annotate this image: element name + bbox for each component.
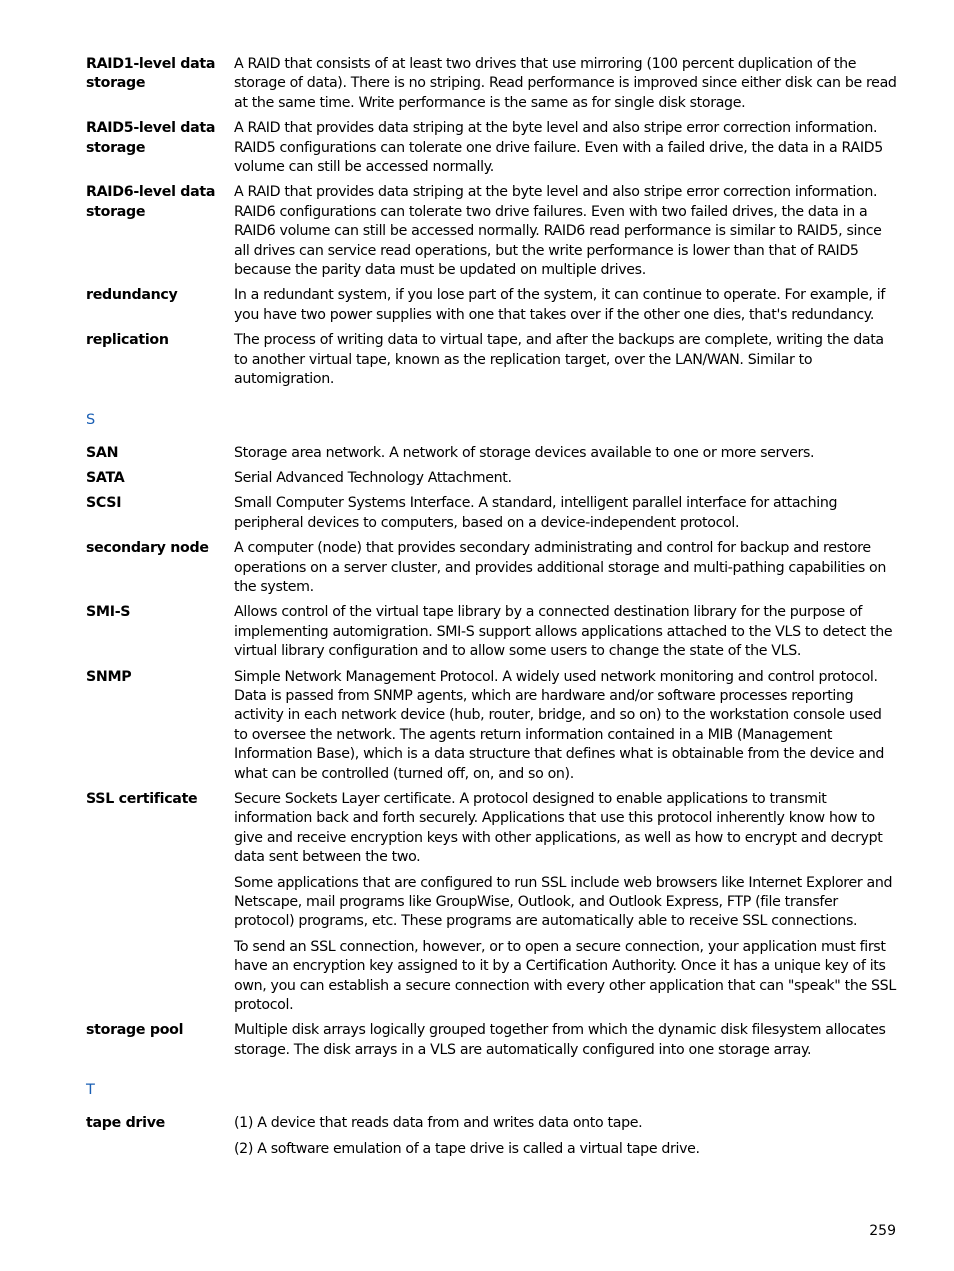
glossary-entry	[86, 286, 898, 325]
glossary-entry	[86, 331, 898, 389]
definition-paragraph: Serial Advanced Technology Attachment.	[234, 469, 512, 486]
glossary-term: RAID6-level data storage	[86, 184, 216, 220]
glossary-entry	[86, 603, 898, 661]
definition-paragraph: In a redundant system, if you lose part of the system, it can continue to operate. For example, if you have two power supplies with one that takes over if the other one dies, that's redundancy.	[234, 287, 885, 323]
glossary-section	[86, 55, 898, 390]
glossary-term: SSL certificate	[86, 791, 198, 807]
glossary-term: SMI-S	[86, 604, 131, 621]
glossary-term: redundancy	[86, 287, 178, 304]
definition-paragraph: Simple Network Management Protocol. A widely used network monitoring and control protocol. Data is passed from SNMP agents, which are hardware and/or software processes reporting activity in each network device (hub, router, bridge, and so on) to the workstation console used to oversee the network. The agents return information contained in a MIB (Management Information Base), which is a data structure that defines what is obtainable from the device and what can be controlled (turned off, on, and so on).	[234, 668, 885, 782]
glossary-page	[86, 55, 898, 1165]
glossary-term: storage pool	[86, 1022, 184, 1039]
glossary-entry	[86, 55, 898, 113]
definition-paragraph: A RAID that provides data striping at the byte level and also stripe error correction information. RAID6 configurations can tolerate two drive failures. Even with two failed drives, the data in a RAID6 volume can still be accessed normally. RAID6 read performance is similar to RAID5, since all drives can service read operations, but the write performance is lower than that of RAID5 because the parity data must be updated on multiple drives.	[234, 184, 882, 279]
definition-paragraph: Secure Sockets Layer certificate. A protocol designed to enable applications to transmit information back and forth securely. Applications that use this protocol inherently know how to give and receive encryption keys with other applications, as well as how to encrypt and decrypt data sent between the two.	[234, 791, 883, 866]
definition-paragraph: The process of writing data to virtual tape, and after the backups are complete, writing the data to another virtual tape, known as the replication target, over the LAN/WAN. Similar to automigration.	[234, 332, 884, 388]
glossary-definition	[234, 183, 898, 280]
definition-paragraph: (2) A software emulation of a tape drive is called a virtual tape drive.	[234, 1140, 700, 1157]
glossary-section	[86, 1080, 898, 1159]
glossary-definition	[234, 55, 898, 113]
glossary-definition	[234, 603, 898, 661]
glossary-definition	[234, 331, 898, 389]
glossary-definition	[234, 1021, 898, 1060]
glossary-definition	[234, 494, 898, 533]
glossary-entry	[86, 469, 898, 488]
definition-paragraph: Multiple disk arrays logically grouped together from which the dynamic disk filesystem allocates storage. The disk arrays in a VLS are automatically configured into one storage array.	[234, 1022, 886, 1058]
glossary-definition	[234, 469, 898, 488]
glossary-entry	[86, 444, 898, 463]
glossary-definition	[234, 444, 898, 463]
glossary-entry	[86, 1114, 898, 1159]
definition-paragraph: Small Computer Systems Interface. A standard, intelligent parallel interface for attaching peripheral devices to computers, based on a device-independent protocol.	[234, 495, 838, 531]
definition-paragraph: Some applications that are configured to run SSL include web browsers like Internet Explorer and Netscape, mail programs like GroupWise, Outlook, and Outlook Express, FTP (file transfer protocol) programs, etc. These programs are automatically able to receive SSL connections.	[234, 874, 893, 930]
definition-paragraph: To send an SSL connection, however, or to open a secure connection, your application must first have an encryption key assigned to it by a Certification Authority. Once it has a unique key of its own, you can establish a secure connection with every other application that can "speak" the SSL protocol.	[234, 938, 896, 1014]
glossary-term: SATA	[86, 469, 125, 486]
definition-paragraph: A RAID that consists of at least two drives that use mirroring (100 percent duplication of the storage of data). There is no striping. Read performance is improved since either disk can be read at the same time. Write performance is the same as for single disk storage.	[234, 56, 897, 111]
glossary-definition	[234, 1114, 898, 1159]
glossary-term: RAID1-level data storage	[86, 56, 216, 92]
definition-paragraph: A computer (node) that provides secondary administrating and control for backup and restore operations on a server cluster, and provides additional storage and multi-pathing capabilities on the system.	[234, 540, 887, 595]
glossary-entry	[86, 539, 898, 597]
glossary-definition	[234, 790, 898, 1015]
glossary-section	[86, 410, 898, 1061]
glossary-term: SAN	[86, 444, 119, 461]
glossary-term: SCSI	[86, 495, 122, 512]
glossary-entry	[86, 183, 898, 280]
section-letter-heading: T	[86, 1082, 95, 1099]
glossary-entry	[86, 119, 898, 177]
glossary-definition	[234, 119, 898, 177]
glossary-entry	[86, 668, 898, 784]
glossary-term: secondary node	[86, 540, 209, 557]
glossary-entry	[86, 790, 898, 1015]
glossary-term: RAID5-level data storage	[86, 120, 216, 156]
page-number: 259	[869, 1223, 896, 1239]
glossary-definition	[234, 539, 898, 597]
definition-paragraph: A RAID that provides data striping at the byte level and also stripe error correction information. RAID5 configurations can tolerate one drive failure. Even with a failed drive, the data in a RAID5 volume can still be accessed normally.	[234, 120, 883, 176]
glossary-definition	[234, 668, 898, 784]
glossary-entry	[86, 494, 898, 533]
glossary-entry	[86, 1021, 898, 1060]
glossary-term: SNMP	[86, 668, 132, 685]
definition-paragraph: (1) A device that reads data from and writes data onto tape.	[234, 1115, 643, 1132]
glossary-definition	[234, 286, 898, 325]
glossary-term: tape drive	[86, 1115, 165, 1132]
definition-paragraph: Storage area network. A network of storage devices available to one or more servers.	[234, 444, 815, 461]
definition-paragraph: Allows control of the virtual tape library by a connected destination library for the purpose of implementing automigration. SMI-S support allows applications attached to the VLS to detect the virtual library configuration and to allow some users to change the state of the VLS.	[234, 604, 893, 660]
glossary-term: replication	[86, 332, 169, 349]
section-letter-heading: S	[86, 411, 96, 428]
